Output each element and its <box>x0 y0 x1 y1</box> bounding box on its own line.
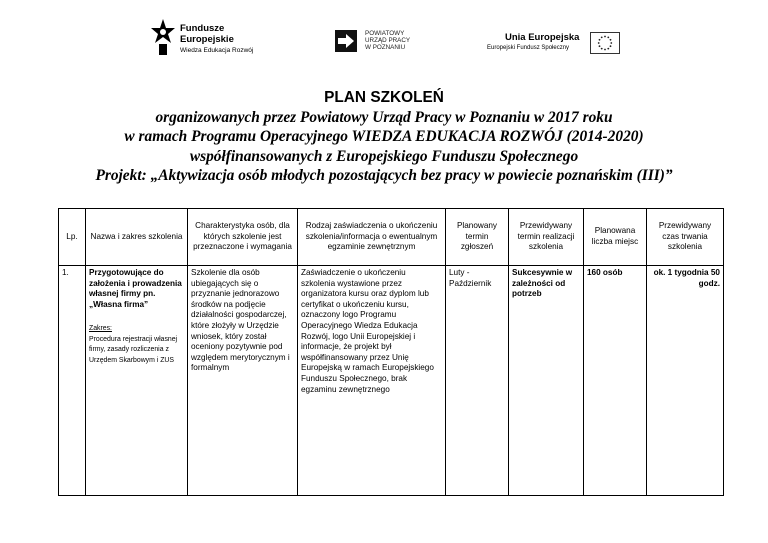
header-czas: Przewidywany czas trwania szkolenia <box>647 209 724 266</box>
cell-realizacja: Sukcesywnie w zależności od potrzeb <box>509 266 584 496</box>
table-row <box>59 266 724 496</box>
heading-line4: Projekt: „Aktywizacja osób młodych pozostających bez pracy w powiecie poznańskim (III)” <box>95 167 673 185</box>
table-header-row <box>59 209 724 266</box>
document-heading <box>0 88 768 186</box>
unia-europejska-logo <box>487 32 627 62</box>
ue-title: Unia Europejska <box>505 32 580 43</box>
cell-liczba: 160 osób <box>584 266 647 496</box>
ue-subtitle: Europejski Fundusz Społeczny <box>487 45 570 51</box>
header-lp: Lp. <box>59 209 86 266</box>
header-nazwa: Nazwa i zakres szkolenia <box>86 209 188 266</box>
header-zaswiadczenie: Rodzaj zaświadczenia o ukończeniu szkolenia/informacja o ewentualnym egzaminie zewnętrznym <box>298 209 446 266</box>
powiatowy-urzad-pracy-logo <box>335 30 430 60</box>
pup-line1: POWIATOWY <box>365 30 405 37</box>
heading-line3: współfinansowanych z Europejskiego Funduszu Społecznego <box>189 147 579 165</box>
pup-line2: URZĄD PRACY <box>365 37 411 45</box>
header-realizacja: Przewidywany termin realizacji szkolenia <box>509 209 584 266</box>
cell-termin: Luty - Październik <box>446 266 509 496</box>
header-charakterystyka: Charakterystyka osób, dla których szkolenie jest przeznaczone i wymagania <box>188 209 298 266</box>
fe-line1: Fundusze <box>180 23 225 34</box>
cell-charakterystyka: Szkolenie dla osób ubiegających się o przyznanie jednorazowo środków na podjęcie działalności gospodarczej, które złożyły w Urzędzie wniosek, który został oceniony pozytywnie pod względem merytorycznym i formalnym <box>188 266 298 496</box>
cell-czas: ok. 1 tygodnia 50 godz. <box>647 266 724 496</box>
fundusze-europejskie-logo <box>150 18 270 60</box>
zakres-label: Zakres: <box>89 325 112 333</box>
header-termin: Planowany termin zgłoszeń <box>446 209 509 266</box>
fe-star-icon <box>150 18 176 56</box>
fe-line2: Europejskie <box>180 34 234 45</box>
cell-lp: 1. <box>59 266 86 496</box>
training-name: Przygotowujące do założenia i prowadzenia własnej firmy pn. „Własna firma” <box>89 268 182 309</box>
zakres-text: Procedura rejestracji własnej firmy, zasady rozliczenia z Urzędem Skarbowym i ZUS <box>89 335 178 364</box>
heading-line1: organizowanych przez Powiatowy Urząd Pracy w Poznaniu w 2017 roku <box>155 108 613 126</box>
pup-line3: W POZNANIU <box>365 44 406 52</box>
cell-nazwa <box>86 266 188 496</box>
heading-line2: w ramach Programu Operacyjnego WIEDZA EDUKACJA ROZWÓJ (2014-2020) <box>124 128 644 146</box>
training-plan-table <box>58 208 724 496</box>
pup-arrow-icon <box>335 30 357 52</box>
cell-zaswiadczenie: Zaświadczenie o ukończeniu szkolenia wystawione przez organizatora kursu oraz dyplom lub certyfikat o ukończeniu kursu, oznaczony logo Programu Operacyjnego Wiedza Edukacja Rozwój, logo Unii Europejskiej i informacje, że projekt był współfinansowany przez Unię Europejską w ramach Europejskiego Funduszu Społecznego, brak egzaminu zewnętrznego <box>298 266 446 496</box>
eu-flag-icon <box>590 32 620 54</box>
page-title: PLAN SZKOLEŃ <box>324 89 444 106</box>
fe-line3: Wiedza Edukacja Rozwój <box>180 47 254 54</box>
header-liczba: Planowana liczba miejsc <box>584 209 647 266</box>
